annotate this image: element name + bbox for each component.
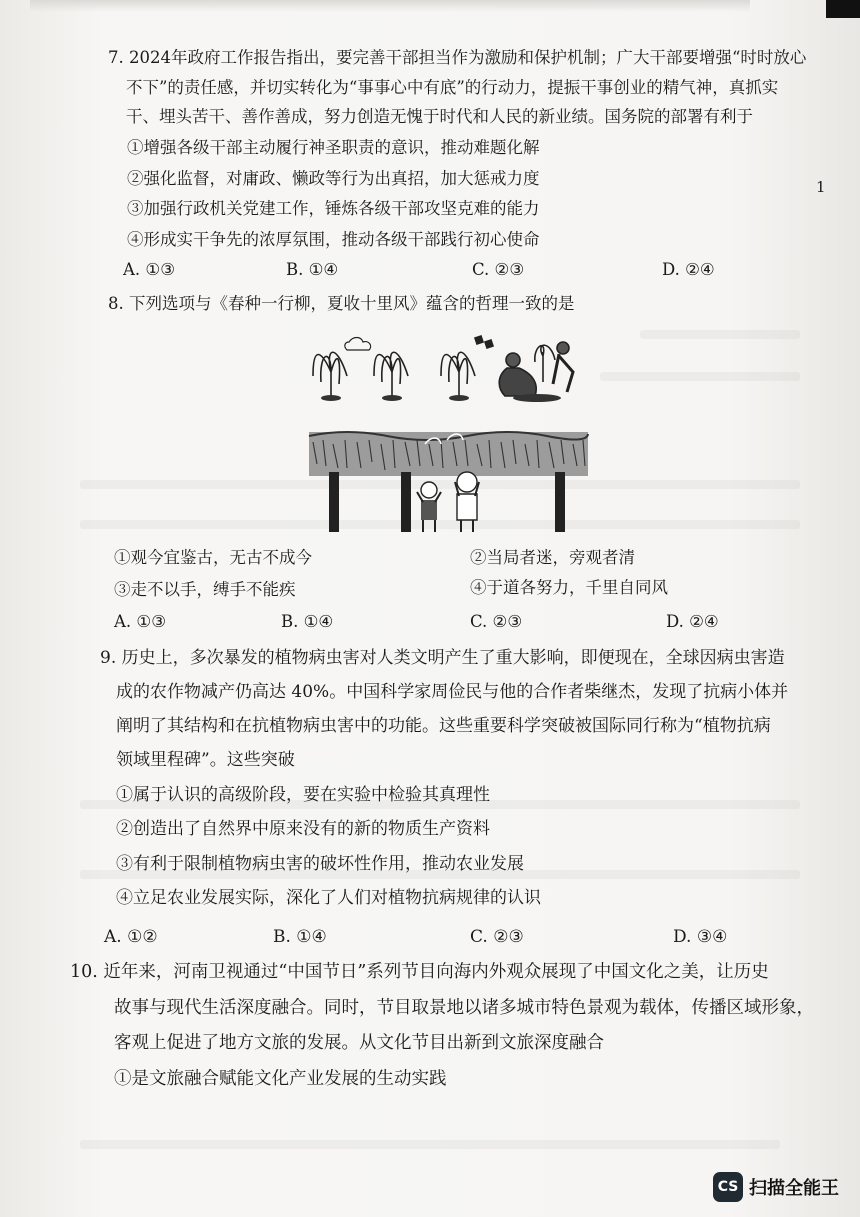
q8-option-d[interactable]: D. ②④ xyxy=(666,612,719,631)
q7-option-b[interactable]: B. ①④ xyxy=(286,260,339,279)
q9-stem-line-1: 9. 历史上，多次暴发的植物病虫害对人类文明产生了重大影响，即便现在，全球因病虫害造 xyxy=(100,648,785,668)
camscanner-text: 扫描全能王 xyxy=(749,1178,839,1199)
q7-option-c[interactable]: C. ②③ xyxy=(472,260,525,279)
q8-option-a[interactable]: A. ①③ xyxy=(114,612,166,631)
q9-stem-line-2: 成的农作物减产仍高达 40%。中国科学家周俭民与他的合作者柴继杰，发现了抗病小体并 xyxy=(116,682,789,702)
q9-option-c[interactable]: C. ②③ xyxy=(470,927,524,947)
q8-option-c[interactable]: C. ②③ xyxy=(470,612,523,631)
scan-top-edge xyxy=(30,0,750,12)
scan-corner-mark xyxy=(826,0,860,18)
q9-stem-line-3: 阐明了其结构和在抗植物病虫害中的功能。这些重要科学突破被国际同行称为“植物抗病 xyxy=(116,716,771,736)
willow-comic-illustration xyxy=(307,332,590,536)
q9-option-a[interactable]: A. ①② xyxy=(104,927,158,947)
q8-item-3: ③走不以手，缚手不能疾 xyxy=(114,580,296,599)
q8-option-b[interactable]: B. ①④ xyxy=(281,612,334,631)
q7-item-1: ①增强各级干部主动履行神圣职责的意识，推动难题化解 xyxy=(127,138,540,157)
q9-option-b[interactable]: B. ①④ xyxy=(273,927,327,947)
q9-stem-line-4: 领域里程碑”。这些突破 xyxy=(116,750,295,770)
q9-item-3: ③有利于限制植物病虫害的破坏性作用，推动农业发展 xyxy=(116,854,524,874)
q8-stem: 8. 下列选项与《春种一行柳，夏收十里风》蕴含的哲理一致的是 xyxy=(108,294,575,313)
q7-option-d[interactable]: D. ②④ xyxy=(662,260,715,279)
q8-item-2: ②当局者迷，旁观者清 xyxy=(470,548,635,567)
camscanner-watermark xyxy=(713,1172,839,1202)
q10-item-1: ①是文旅融合赋能文化产业发展的生动实践 xyxy=(114,1069,447,1089)
q9-item-1: ①属于认识的高级阶段，要在实验中检验其真理性 xyxy=(116,785,490,805)
bleed-through xyxy=(640,330,800,339)
q10-stem-line-3: 客观上促进了地方文旅的发展。从文化节目出新到文旅深度融合 xyxy=(114,1033,604,1053)
q9-item-4: ④立足农业发展实际，深化了人们对植物抗病规律的认识 xyxy=(116,888,541,908)
margin-page-number: 1 xyxy=(816,178,826,196)
q7-item-3: ③加强行政机关党建工作，锤炼各级干部攻坚克难的能力 xyxy=(127,199,540,218)
q7-stem-line-3: 干、埋头苦干、善作善成，努力创造无愧于时代和人民的新业绩。国务院的部署有利于 xyxy=(126,107,753,126)
q9-item-2: ②创造出了自然界中原来没有的新的物质生产资料 xyxy=(116,819,490,839)
q10-stem-line-2: 故事与现代生活深度融合。同时，节目取景地以诸多城市特色景观为载体，传播区域形象， xyxy=(114,998,814,1018)
spring-panel xyxy=(313,336,573,402)
q10-stem-line-1: 10. 近年来，河南卫视通过“中国节日”系列节目向海内外观众展现了中国文化之美，让历史 xyxy=(70,962,769,982)
camscanner-logo-icon: CS xyxy=(713,1172,743,1202)
q8-item-4: ④于道各努力，千里自同风 xyxy=(470,578,668,597)
bleed-through xyxy=(80,1140,780,1149)
bleed-through xyxy=(600,372,800,381)
q9-option-d[interactable]: D. ③④ xyxy=(673,927,728,947)
q7-item-4: ④形成实干争先的浓厚氛围，推动各级干部践行初心使命 xyxy=(127,230,540,249)
q7-item-2: ②强化监督，对庸政、懒政等行为出真招，加大惩戒力度 xyxy=(127,169,540,188)
q7-stem-line-2: 不下”的责任感，并切实转化为“事事心中有底”的行动力，提振干事创业的精气神，真抓实 xyxy=(126,78,779,97)
q7-option-a[interactable]: A. ①③ xyxy=(123,260,175,279)
q7-stem-line-1: 7. 2024年政府工作报告指出，要完善干部担当作为激励和保护机制；广大干部要增强“时时放心 xyxy=(108,48,807,67)
summer-panel xyxy=(309,432,588,532)
q8-item-1: ①观今宜鉴古，无古不成今 xyxy=(114,548,312,567)
